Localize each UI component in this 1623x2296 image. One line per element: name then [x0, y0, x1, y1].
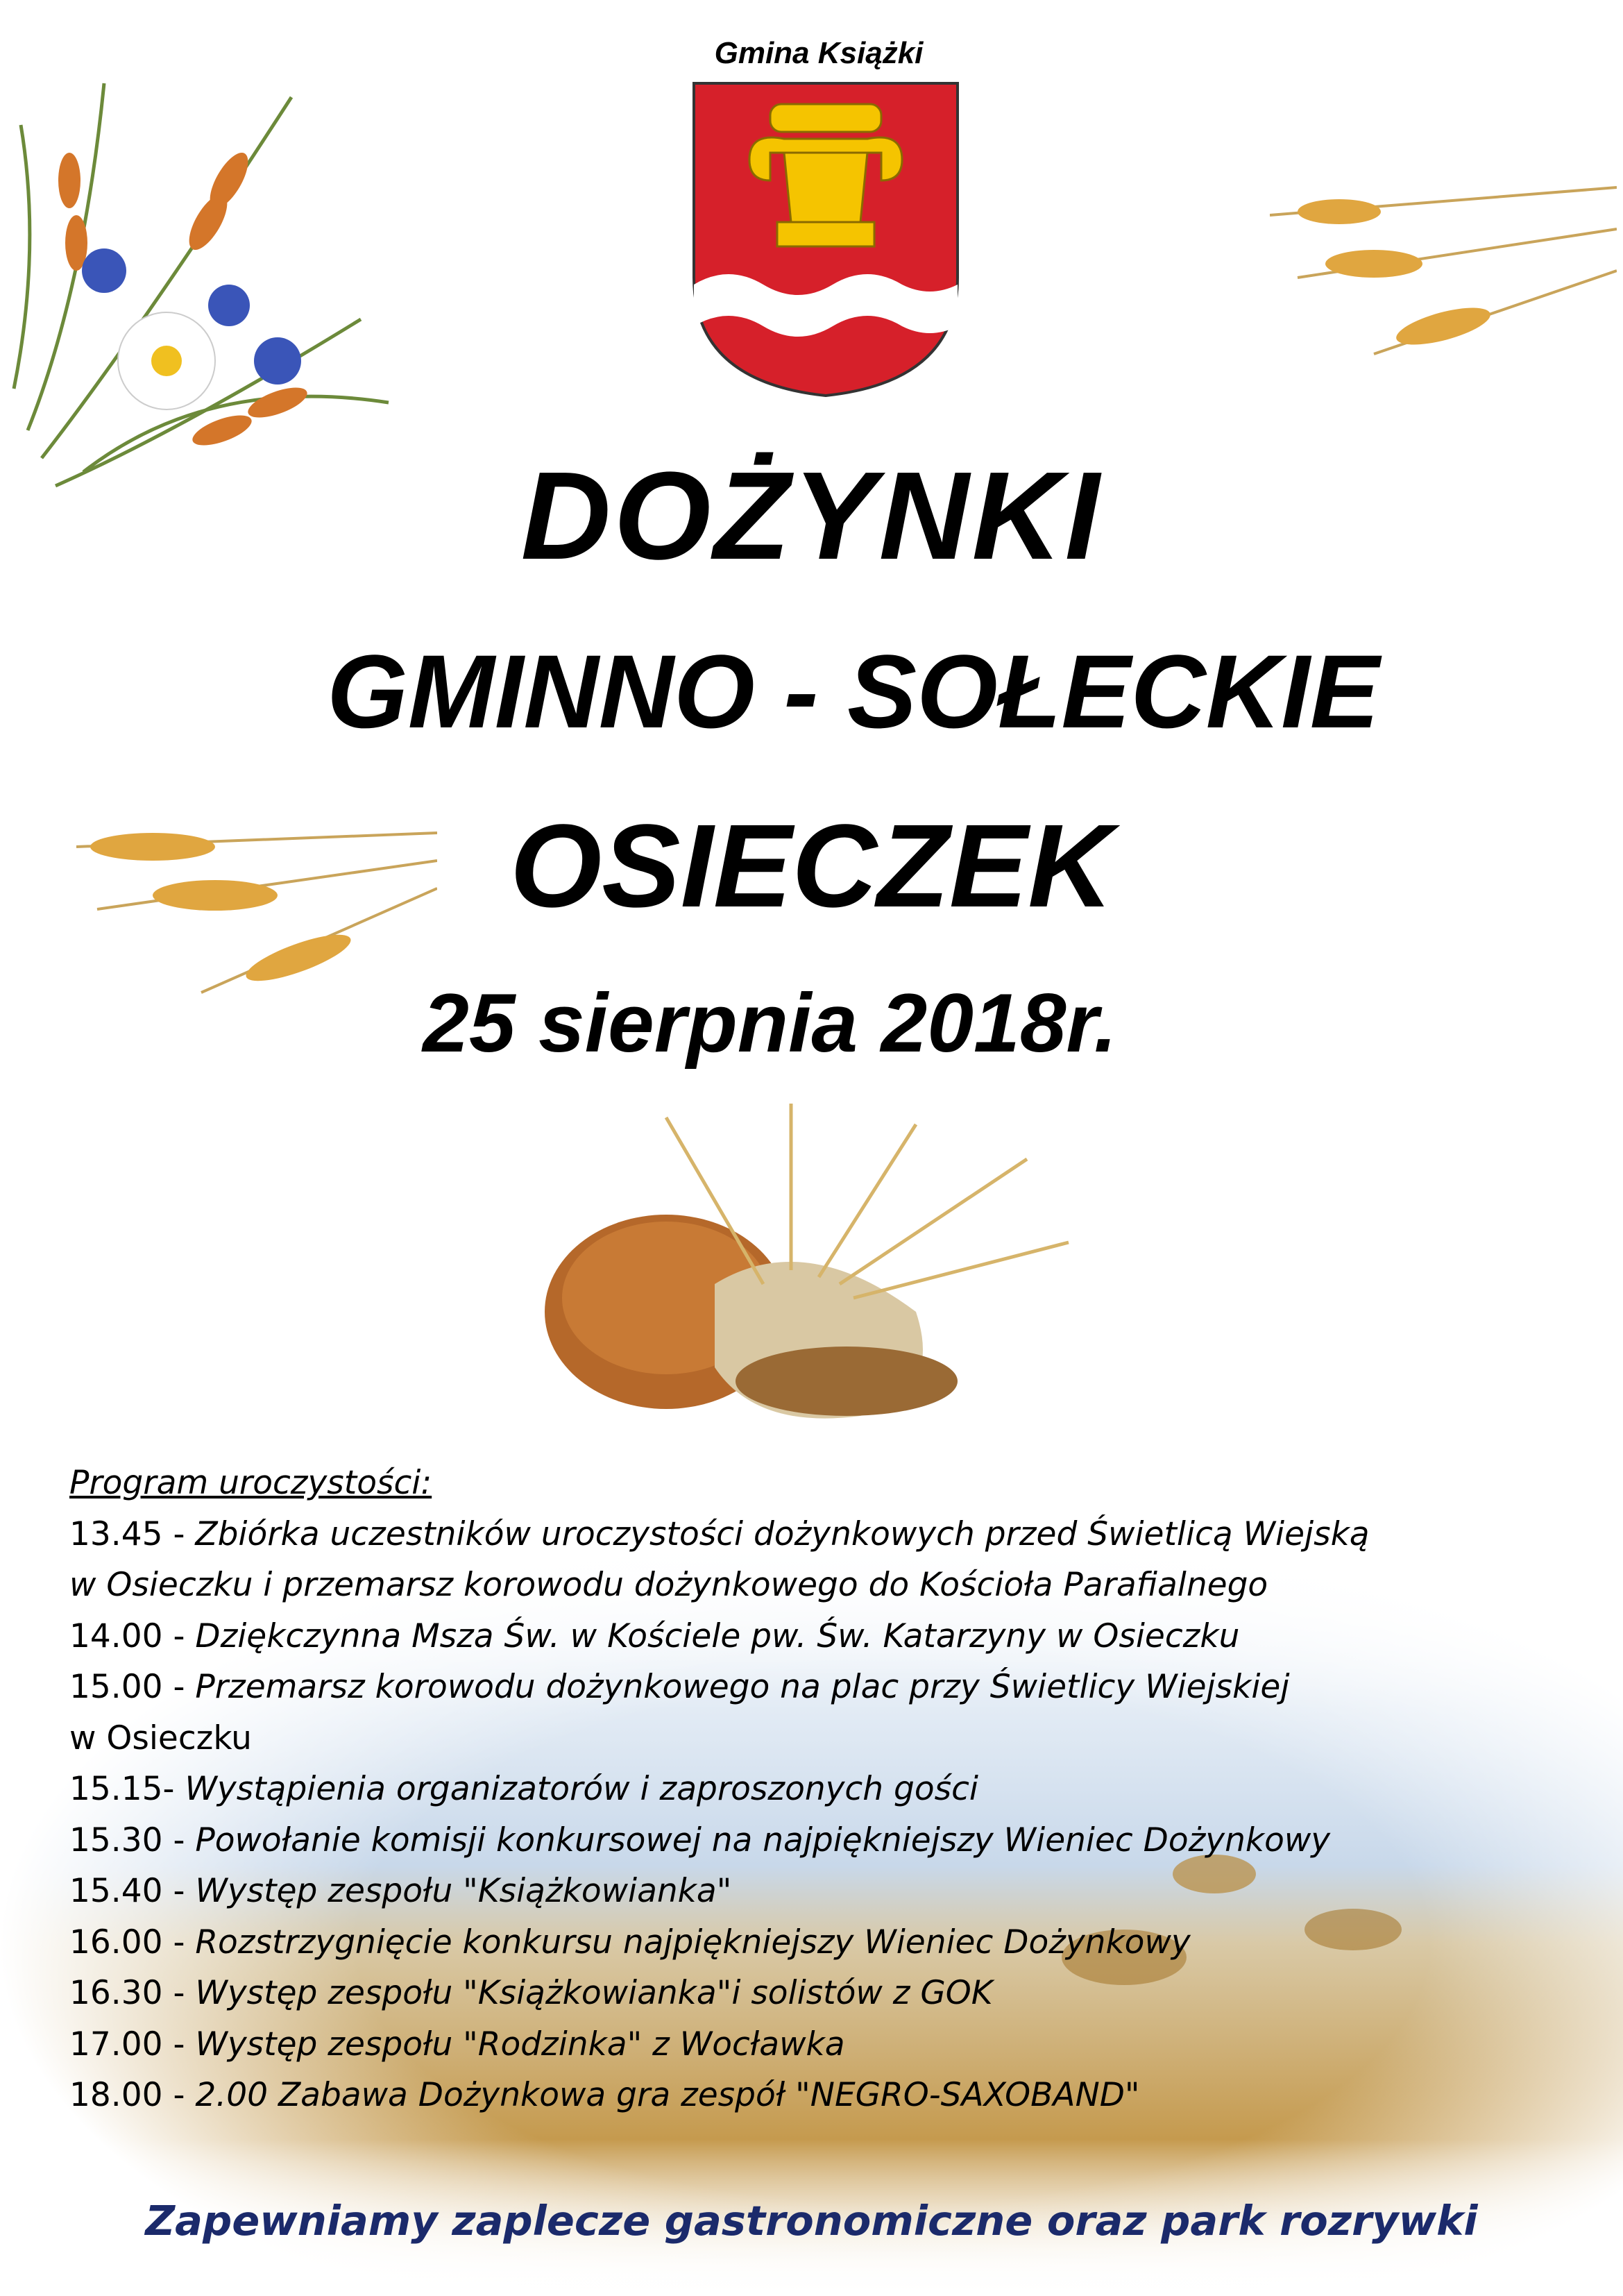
page-title: DOŻYNKI [520, 446, 1103, 586]
program-item: 15.15- Wystąpienia organizatorów i zaproszonych gości [69, 1770, 978, 1808]
program-item: 14.00 - Dziękczynna Msza Św. w Kościele pw. Św. Katarzyny w Osieczku [69, 1617, 1240, 1655]
bread-grain-sack-icon [527, 1104, 1096, 1437]
coat-of-arms-icon [687, 76, 965, 403]
footer-note: Zapewniamy zaplecze gastronomiczne oraz park rozrywki [145, 2197, 1478, 2245]
program-item: 15.30 - Powołanie komisji konkursowej na najpiękniejszy Wieniec Dożynkowy [69, 1821, 1331, 1859]
wheat-cornflower-daisy-icon [0, 42, 402, 500]
program-section [69, 1458, 1596, 2121]
wheat-ears-icon [1270, 174, 1617, 375]
program-item: 13.45 - Zbiórka uczestników uroczystości dożynkowych przed Świetlicą Wiejską [69, 1514, 1370, 1553]
program-item: w Osieczku [69, 1719, 252, 1757]
program-item: 15.40 - Występ zespołu "Książkowianka" [69, 1872, 732, 1910]
program-item: 16.00 - Rozstrzygnięcie konkursu najpiękniejszy Wieniec Dożynkowy [69, 1923, 1191, 1961]
program-heading: Program uroczystości: [69, 1464, 432, 1502]
event-date: 25 sierpnia 2018r. [423, 977, 1117, 1070]
program-item: 18.00 - 2.00 Zabawa Dożynkowa gra zespół "NEGRO-SAXOBAND" [69, 2076, 1140, 2114]
program-item: 15.00 - Przemarsz korowodu dożynkowego na plac przy Świetlicy Wiejskiej [69, 1668, 1290, 1706]
page-subtitle: GMINNO - SOŁECKIE [327, 633, 1379, 750]
program-item: 16.30 - Występ zespołu "Książkowianka"i solistów z GOK [69, 1974, 993, 2012]
location-title: OSIECZEK [509, 800, 1113, 932]
program-item: 17.00 - Występ zespołu "Rodzinka" z Wocławka [69, 2025, 845, 2063]
program-item: w Osieczku i przemarsz korowodu dożynkowego do Kościoła Parafialnego [69, 1566, 1268, 1604]
gmina-label: Gmina Książki [714, 36, 924, 70]
